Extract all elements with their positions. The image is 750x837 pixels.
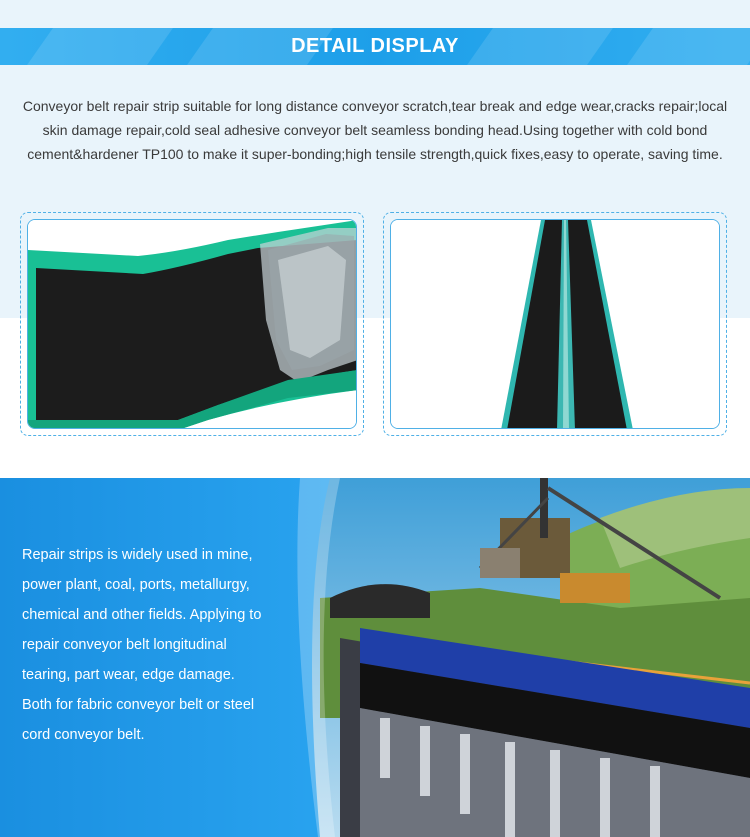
product-description: Conveyor belt repair strip suitable for long distance conveyor scratch,tear break and edge wear,cracks repair;local skin damage repair,cold seal adhesive conveyor belt seamless bonding head.Using together with cold bond cement&hardener TP100 to make it super-bonding;high tensile strength,quick fixes,easy to operate, saving time. [22, 98, 728, 162]
conveyor-belt-photo-frame [383, 212, 727, 436]
repair-strip-photo-frame [20, 212, 364, 436]
applications-text [22, 540, 292, 750]
applications-line: power plant, coal, ports, metallurgy, [22, 577, 250, 593]
applications-line: repair conveyor belt longitudinal [22, 637, 227, 653]
applications-line: Repair strips is widely used in mine, [22, 547, 253, 563]
applications-line: tearing, part wear, edge damage. [22, 667, 235, 683]
conveyor-belt-photo [390, 219, 720, 429]
section-banner [0, 28, 750, 65]
applications-line: Both for fabric conveyor belt or steel [22, 697, 255, 713]
applications-line: chemical and other fields. Applying to [22, 607, 262, 623]
repair-strip-photo [27, 219, 357, 429]
section-title: DETAIL DISPLAY [291, 35, 459, 57]
applications-line: cord conveyor belt. [22, 727, 145, 743]
repair-strip-image [28, 220, 357, 429]
conveyor-belt-image [391, 220, 720, 429]
